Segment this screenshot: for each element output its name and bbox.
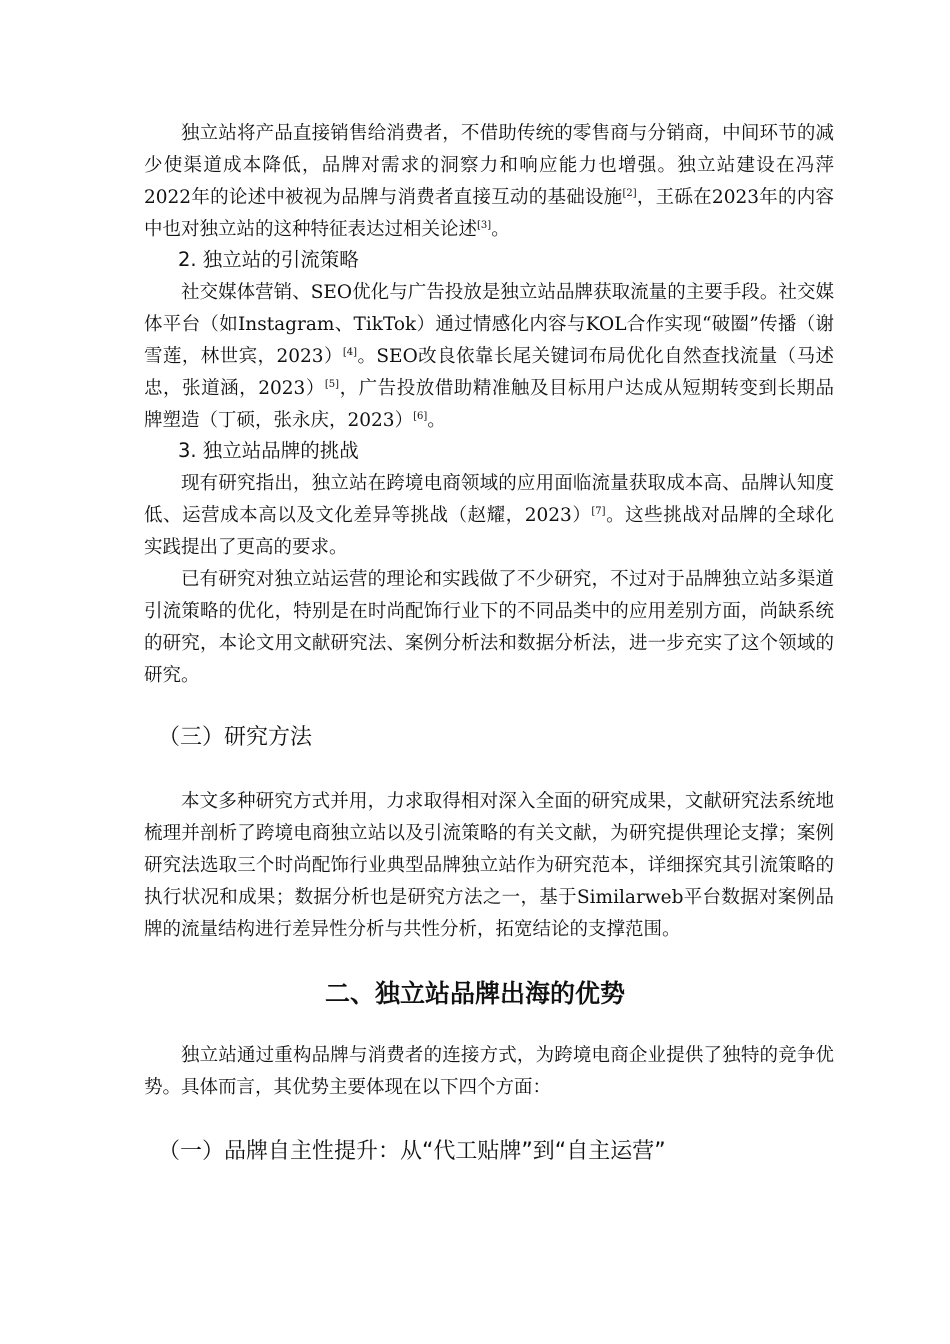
paragraph-independent-site-definition (144, 118, 834, 246)
paragraph-text: 。这些挑战对品牌的全球化实践提出了更高的要求。 (144, 505, 834, 558)
section-heading-traffic-strategy: 2. 独立站的引流策略 (178, 248, 359, 271)
subsection-heading-brand-autonomy: （一）品牌自主性提升：从“代工贴牌”到“自主运营” (158, 1139, 666, 1164)
chapter-heading-advantages: 二、独立站品牌出海的优势 (324, 979, 625, 1008)
section-heading-brand-challenges: 3. 独立站品牌的挑战 (178, 439, 359, 462)
paragraph-research-gap: 已有研究对独立站运营的理论和实践做了不少研究，不过对于品牌独立站多渠道引流策略的优化，特别是在时尚配饰行业下的不同品类中的应用差别方面，尚缺系统的研究，本论文用文献研究法、案例分析法和数据分析法，进一步充实了这个领域的研究。 (144, 569, 834, 686)
paragraph-traffic-strategy (144, 277, 834, 437)
paragraph-research-methods: 本文多种研究方式并用，力求取得相对深入全面的研究成果，文献研究法系统地梳理并剖析了跨境电商独立站以及引流策略的有关文献，为研究提供理论支撑；案例研究法选取三个时尚配饰行业典型品牌独立站作为研究范本，详细探究其引流策略的执行状况和成果；数据分析也是研究方法之一，基于Similarweb平台数据对案例品牌的流量结构进行差异性分析与共性分析，拓宽结论的支撑范围。 (144, 791, 834, 940)
paragraph-text: 独立站将产品直接销售给消费者，不借助传统的零售商与分销商，中间环节的减少使渠道成本降低，品牌对需求的洞察力和响应能力也增强。独立站建设在冯萍2022年的论述中被视为品牌与消费者直接互动的基础设施 (144, 123, 834, 208)
paragraph-text: 社交媒体营销、SEO优化与广告投放是独立站品牌获取流量的主要手段。社交媒体平台（如Instagram、TikTok）通过情感化内容与KOL合作实现“破圈”传播（谢雪莲，林世宾，2023） (144, 282, 834, 367)
citation-ref: [7] (591, 506, 606, 517)
paragraph-brand-challenges (144, 468, 834, 564)
citation-ref: [2] (622, 188, 637, 199)
citation-ref: [6] (413, 411, 428, 422)
paragraph-text: 现有研究指出，独立站在跨境电商领域的应用面临流量获取成本高、品牌认知度低、运营成本高以及文化差异等挑战（赵耀，2023） (144, 473, 834, 526)
citation-ref: [5] (324, 379, 340, 390)
paragraph-text: 。SEO改良依靠长尾关键词布局优化自然查找流量（马述忠，张道涵，2023） (144, 346, 834, 399)
paragraph-text: 。 (427, 410, 446, 431)
paragraph-text: ，广告投放借助精准触及目标用户达成从短期转变到长期品牌塑造（丁硕，张永庆，2023） (144, 378, 834, 431)
citation-ref: [4] (342, 347, 358, 358)
paragraph-advantages-intro: 独立站通过重构品牌与消费者的连接方式，为跨境电商企业提供了独特的竞争优势。具体而言，其优势主要体现在以下四个方面： (144, 1045, 834, 1098)
section-heading-research-methods: （三）研究方法 (158, 725, 313, 750)
paragraph-text: 。 (491, 219, 510, 240)
paragraph-text: ，王砾在2023年的内容中也对独立站的这种特征表达过相关论述 (144, 187, 834, 240)
citation-ref: [3] (477, 220, 492, 231)
